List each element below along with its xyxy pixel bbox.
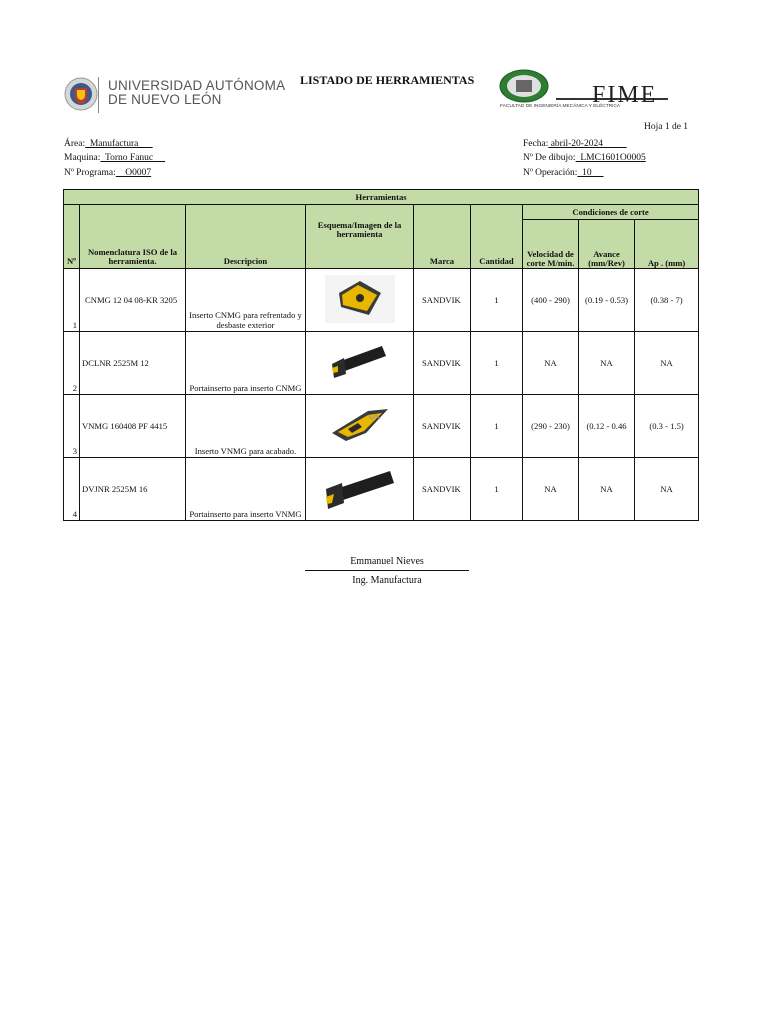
operacion-value: 10 — [577, 168, 604, 178]
cell-cantidad: 1 — [471, 332, 523, 395]
sheet-number: Hoja 1 de 1 — [644, 122, 689, 132]
table-section-title: Herramientas — [64, 190, 699, 205]
cell-desc: Inserto CNMG para refrentado y desbaste exterior — [186, 269, 306, 332]
university-name-line1: UNIVERSIDAD AUTÓNOMA — [108, 78, 286, 93]
col-header-desc: Descripcion — [186, 205, 306, 269]
vnmg-insert-icon — [328, 403, 392, 447]
maquina-value: Torno Fanuc — [100, 153, 166, 163]
cell-image — [306, 269, 414, 332]
col-header-velocidad: Velocidad de corte M/min. — [523, 220, 579, 269]
logo-divider — [98, 77, 99, 113]
cell-velocidad: (400 - 290) — [523, 269, 579, 332]
document-title: LISTADO DE HERRAMIENTAS — [300, 73, 475, 87]
dibujo-label: Nº De dibujo: — [523, 153, 576, 163]
programa-field — [64, 168, 151, 178]
cnmg-insert-icon — [325, 275, 395, 323]
cell-no: 4 — [64, 458, 80, 521]
cell-desc: Inserto VNMG para acabado. — [186, 395, 306, 458]
tools-table — [63, 189, 699, 521]
operacion-field — [523, 168, 604, 178]
cell-image — [306, 332, 414, 395]
programa-value: O0007 — [115, 168, 152, 178]
table-row — [64, 458, 699, 521]
conditions-header: Condiciones de corte — [523, 205, 699, 220]
cell-iso: CNMG 12 04 08-KR 3205 — [80, 269, 186, 332]
table-row — [64, 332, 699, 395]
cell-avance: (0.12 - 0.46 — [579, 395, 635, 458]
university-name-line2: DE NUEVO LEÓN — [108, 92, 222, 107]
operacion-label: Nº Operación: — [523, 168, 578, 178]
cell-desc: Portainserto para inserto CNMG — [186, 332, 306, 395]
cell-avance: (0.19 - 0.53) — [579, 269, 635, 332]
cell-image — [306, 395, 414, 458]
cell-ap: (0.3 - 1.5) — [635, 395, 699, 458]
fime-logo-text: FIME — [592, 82, 658, 108]
cell-iso: VNMG 160408 PF 4415 — [80, 395, 186, 458]
cell-ap: (0.38 - 7) — [635, 269, 699, 332]
cell-avance: NA — [579, 458, 635, 521]
cell-cantidad: 1 — [471, 458, 523, 521]
programa-label: Nº Programa: — [64, 168, 116, 178]
dibujo-value: LMC1601O0005 — [575, 153, 646, 163]
university-name — [108, 79, 285, 107]
area-value: Manufactura — [85, 139, 153, 149]
dibujo-field — [523, 153, 646, 163]
signature-line — [305, 570, 469, 571]
col-header-cantidad: Cantidad — [471, 205, 523, 269]
cell-ap: NA — [635, 332, 699, 395]
col-header-image: Esquema/Imagen de la herramienta — [306, 205, 414, 269]
fime-logo — [496, 68, 672, 114]
cell-image — [306, 458, 414, 521]
cell-marca: SANDVIK — [414, 458, 471, 521]
fecha-label: Fecha: — [523, 139, 549, 149]
cell-marca: SANDVIK — [414, 269, 471, 332]
cell-ap: NA — [635, 458, 699, 521]
cell-iso: DCLNR 2525M 12 — [80, 332, 186, 395]
area-label: Área: — [64, 139, 86, 149]
cell-cantidad: 1 — [471, 269, 523, 332]
cell-velocidad: (290 - 230) — [523, 395, 579, 458]
col-header-avance: Avance (mm/Rev) — [579, 220, 635, 269]
signature-role: Ing. Manufactura — [352, 575, 422, 586]
fime-logo-subtext: FACULTAD DE INGENIERÍA MECÁNICA Y ELÉCTRICA — [500, 104, 621, 109]
table-row — [64, 395, 699, 458]
dclnr-holder-icon — [328, 340, 392, 384]
cell-no: 1 — [64, 269, 80, 332]
maquina-field — [64, 153, 165, 163]
university-seal-icon — [64, 74, 98, 116]
cell-avance: NA — [579, 332, 635, 395]
cell-velocidad: NA — [523, 332, 579, 395]
col-header-no: Nº — [64, 205, 80, 269]
cell-cantidad: 1 — [471, 395, 523, 458]
cell-marca: SANDVIK — [414, 332, 471, 395]
table-row — [64, 269, 699, 332]
maquina-label: Maquina: — [64, 153, 101, 163]
cell-no: 3 — [64, 395, 80, 458]
col-header-iso: Nomenclatura ISO de la herramienta. — [80, 205, 186, 269]
dvjnr-holder-icon — [322, 463, 398, 513]
cell-iso: DVJNR 2525M 16 — [80, 458, 186, 521]
cell-no: 2 — [64, 332, 80, 395]
cell-marca: SANDVIK — [414, 395, 471, 458]
fecha-field — [523, 139, 627, 149]
cell-velocidad: NA — [523, 458, 579, 521]
fecha-value: abril-20-2024 — [548, 139, 627, 149]
col-header-marca: Marca — [414, 205, 471, 269]
signature-name: Emmanuel Nieves — [350, 556, 424, 567]
col-header-ap: Ap . (mm) — [635, 220, 699, 269]
area-field — [64, 139, 153, 149]
cell-desc: Portainserto para inserto VNMG — [186, 458, 306, 521]
